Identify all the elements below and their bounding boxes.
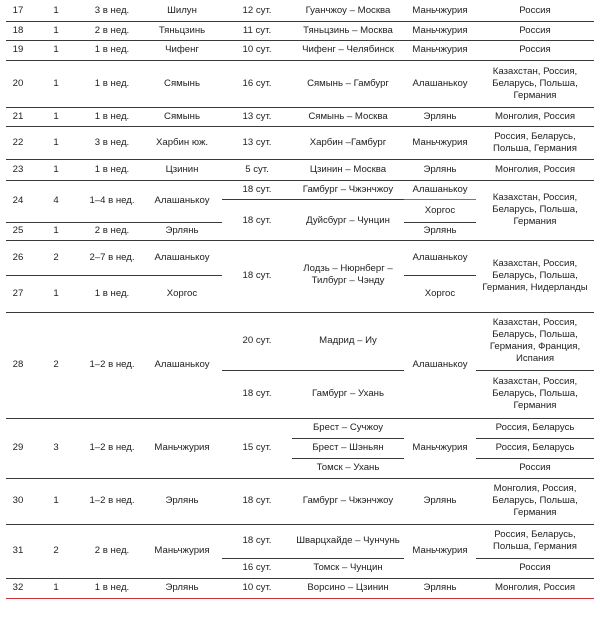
cell-no: 26 (12, 251, 24, 263)
cell-countries: Россия, Беларусь (495, 422, 575, 433)
row-divider (6, 275, 222, 276)
cell-station: Хоргос (166, 287, 198, 299)
cell-no: 28 (12, 359, 24, 370)
cell-no: 21 (12, 110, 24, 122)
cell-days: 10 сут. (242, 44, 272, 55)
cell-route: Лодзь – Нюрнберг – Тилбург – Чэнду (303, 263, 393, 286)
cell-no: 27 (12, 287, 24, 299)
cell-days: 15 сут. (242, 442, 272, 453)
row-divider (222, 558, 404, 559)
cell-countries: Россия, Беларусь, Польша, Германия (493, 130, 577, 154)
cell-border: Эрлянь (423, 225, 457, 236)
cell-station: Алашанькоу (154, 359, 210, 370)
cell-border: Маньчжурия (412, 442, 468, 453)
cell-border: Маньчжурия (412, 545, 468, 556)
cell-countries: Казахстан, Россия, Беларусь, Польша, Германия, Франция, Испания (489, 317, 581, 364)
cell-no: 24 (12, 195, 24, 206)
cell-days: 18 сут. (242, 214, 272, 226)
cell-station: Цзинин (165, 163, 199, 175)
cell-freq: 1 в нед. (94, 44, 130, 55)
cell-route: Тяньцзинь – Москва (303, 24, 393, 36)
cell-days: 16 сут. (242, 562, 272, 573)
cell-no: 23 (12, 163, 24, 175)
row-divider (6, 21, 594, 22)
cell-days: 5 сут. (245, 163, 269, 175)
cell-countries: Россия (519, 562, 551, 573)
cell-days: 18 сут. (242, 270, 272, 281)
cell-days: 13 сут. (242, 136, 272, 148)
cell-border: Алашанькоу (412, 251, 468, 263)
cell-route: Гамбург – Чжэнчжоу (302, 183, 394, 195)
row-divider (6, 418, 594, 419)
cell-days: 10 сут. (242, 582, 272, 593)
cell-countries: Россия (519, 462, 551, 473)
cell-border: Маньчжурия (412, 136, 468, 148)
row-divider (292, 438, 404, 439)
cell-station: Маньчжурия (154, 545, 210, 556)
cell-countries: Казахстан, Россия, Беларусь, Польша, Германия (492, 192, 578, 227)
cell-route: Мадрид – Иу (319, 335, 377, 346)
cell-route: Брест – Сучжоу (313, 422, 383, 433)
cell-freq: 1–4 в нед. (89, 195, 135, 206)
cell-days: 12 сут. (242, 4, 272, 16)
cell-border: Маньчжурия (412, 44, 468, 55)
cell-trains: 1 (53, 136, 59, 148)
cell-countries: Россия (519, 44, 551, 55)
cell-route: Гамбург – Чжэнчжоу (302, 495, 394, 506)
cell-freq: 1 в нед. (94, 582, 130, 593)
row-divider (404, 199, 476, 200)
cell-freq: 1 в нед. (94, 163, 130, 175)
cell-station: Сямынь (164, 110, 200, 122)
cell-station: Чифенг (165, 44, 199, 55)
cell-days: 18 сут. (242, 535, 272, 546)
cell-route: Сямынь – Гамбург (307, 77, 389, 89)
cell-days: 20 сут. (242, 335, 272, 346)
row-divider (6, 180, 594, 181)
cell-trains: 1 (53, 24, 59, 36)
cell-countries: Россия, Беларусь, Польша, Германия (493, 529, 577, 552)
cell-trains: 1 (53, 110, 59, 122)
cell-countries: Россия (519, 24, 551, 36)
row-divider (476, 458, 594, 459)
row-divider (6, 478, 594, 479)
cell-route: Харбин –Гамбург (309, 136, 387, 148)
cell-freq: 2 в нед. (94, 225, 130, 236)
cell-countries: Монголия, Россия (494, 110, 576, 122)
row-divider (6, 126, 594, 127)
row-divider (476, 370, 594, 371)
cell-freq: 1–2 в нед. (89, 359, 135, 370)
cell-station: Алашанькоу (154, 251, 210, 263)
cell-trains: 1 (53, 287, 59, 299)
table-bottom-rule (6, 598, 594, 599)
cell-border: Алашанькоу (412, 183, 468, 195)
cell-trains: 2 (53, 251, 59, 263)
cell-border: Эрлянь (423, 163, 457, 175)
routes-table (6, 0, 594, 600)
cell-station: Алашанькоу (154, 195, 210, 206)
cell-days: 18 сут. (242, 183, 272, 195)
cell-trains: 3 (53, 442, 59, 453)
cell-route: Шварцхайде – Чунчунь (296, 535, 400, 546)
cell-no: 19 (12, 44, 24, 55)
row-divider (6, 60, 594, 61)
cell-route: Томск – Чунцин (313, 562, 383, 573)
cell-countries: Монголия, Россия (494, 163, 576, 175)
cell-route: Томск – Ухань (316, 462, 380, 473)
row-divider (292, 458, 404, 459)
cell-freq: 1 в нед. (94, 77, 130, 89)
cell-days: 18 сут. (242, 388, 272, 399)
row-divider (6, 240, 594, 241)
cell-no: 32 (12, 582, 24, 593)
cell-border: Алашанькоу (412, 77, 468, 89)
row-divider (476, 438, 594, 439)
cell-days: 18 сут. (242, 495, 272, 506)
cell-freq: 2 в нед. (94, 545, 130, 556)
cell-freq: 2–7 в нед. (89, 251, 135, 263)
cell-countries: Казахстан, Россия, Беларусь, Польша, Германия, Нидерланды (482, 258, 588, 293)
cell-days: 13 сут. (242, 110, 272, 122)
cell-trains: 1 (53, 225, 59, 236)
cell-no: 31 (12, 545, 24, 556)
cell-border: Эрлянь (423, 110, 457, 122)
row-divider (222, 199, 404, 200)
cell-border: Эрлянь (423, 495, 457, 506)
row-divider (6, 107, 594, 108)
row-divider (6, 312, 594, 313)
cell-freq: 1–2 в нед. (89, 495, 135, 506)
cell-countries: Монголия, Россия (494, 582, 576, 593)
cell-route: Брест – Шэньян (312, 442, 384, 453)
cell-border: Маньчжурия (412, 4, 468, 16)
cell-trains: 1 (53, 44, 59, 55)
cell-border: Маньчжурия (412, 24, 468, 36)
cell-trains: 4 (53, 195, 59, 206)
cell-countries: Россия (519, 4, 551, 16)
row-divider (6, 524, 594, 525)
cell-no: 18 (12, 24, 24, 36)
cell-freq: 1 в нед. (94, 287, 130, 299)
cell-no: 20 (12, 77, 24, 89)
cell-station: Сямынь (164, 77, 200, 89)
cell-days: 11 сут. (242, 24, 272, 36)
cell-freq: 3 в нед. (94, 4, 130, 16)
row-divider (404, 222, 476, 223)
cell-border: Эрлянь (423, 582, 457, 593)
cell-no: 25 (12, 225, 24, 236)
cell-trains: 2 (53, 359, 59, 370)
cell-days: 16 сут. (242, 77, 272, 89)
row-divider (404, 275, 476, 276)
cell-border: Алашанькоу (412, 359, 468, 370)
cell-no: 30 (12, 495, 24, 506)
row-divider (6, 159, 594, 160)
cell-route: Гуанчжоу – Москва (305, 4, 391, 16)
cell-freq: 3 в нед. (94, 136, 130, 148)
cell-route: Ворсино – Цзинин (307, 582, 389, 593)
cell-no: 22 (12, 136, 24, 148)
cell-countries: Казахстан, Россия, Беларусь, Польша, Германия (492, 376, 578, 411)
cell-station: Тяньцзинь (158, 24, 206, 36)
cell-countries: Монголия, Россия, Беларусь, Польша, Германия (492, 483, 578, 518)
cell-trains: 1 (53, 163, 59, 175)
cell-border: Хоргос (424, 204, 456, 216)
cell-freq: 1 в нед. (94, 110, 130, 122)
row-divider (222, 370, 404, 371)
row-divider (476, 558, 594, 559)
cell-trains: 1 (53, 582, 59, 593)
cell-station: Маньчжурия (154, 442, 210, 453)
cell-station: Эрлянь (165, 582, 199, 593)
cell-countries: Россия, Беларусь (495, 442, 575, 453)
cell-route: Чифенг – Челябинск (302, 44, 394, 55)
cell-station: Эрлянь (165, 225, 199, 236)
cell-route: Цзинин – Москва (309, 163, 387, 175)
row-divider (6, 40, 594, 41)
cell-station: Харбин юж. (155, 136, 209, 148)
cell-route: Дуйсбург – Чунцин (306, 214, 390, 226)
cell-no: 17 (12, 4, 24, 16)
cell-no: 29 (12, 442, 24, 453)
cell-trains: 2 (53, 545, 59, 556)
cell-trains: 1 (53, 4, 59, 16)
cell-border: Хоргос (424, 287, 456, 299)
cell-station: Эрлянь (165, 495, 199, 506)
row-divider (6, 578, 594, 579)
cell-freq: 2 в нед. (94, 24, 130, 36)
cell-route: Сямынь – Москва (308, 110, 388, 122)
cell-station: Шилун (167, 4, 197, 16)
cell-trains: 1 (53, 77, 59, 89)
row-divider (6, 222, 222, 223)
cell-countries: Казахстан, Россия, Беларусь, Польша, Германия (492, 65, 578, 101)
cell-route: Гамбург – Ухань (312, 388, 384, 399)
cell-freq: 1–2 в нед. (89, 442, 135, 453)
cell-trains: 1 (53, 495, 59, 506)
